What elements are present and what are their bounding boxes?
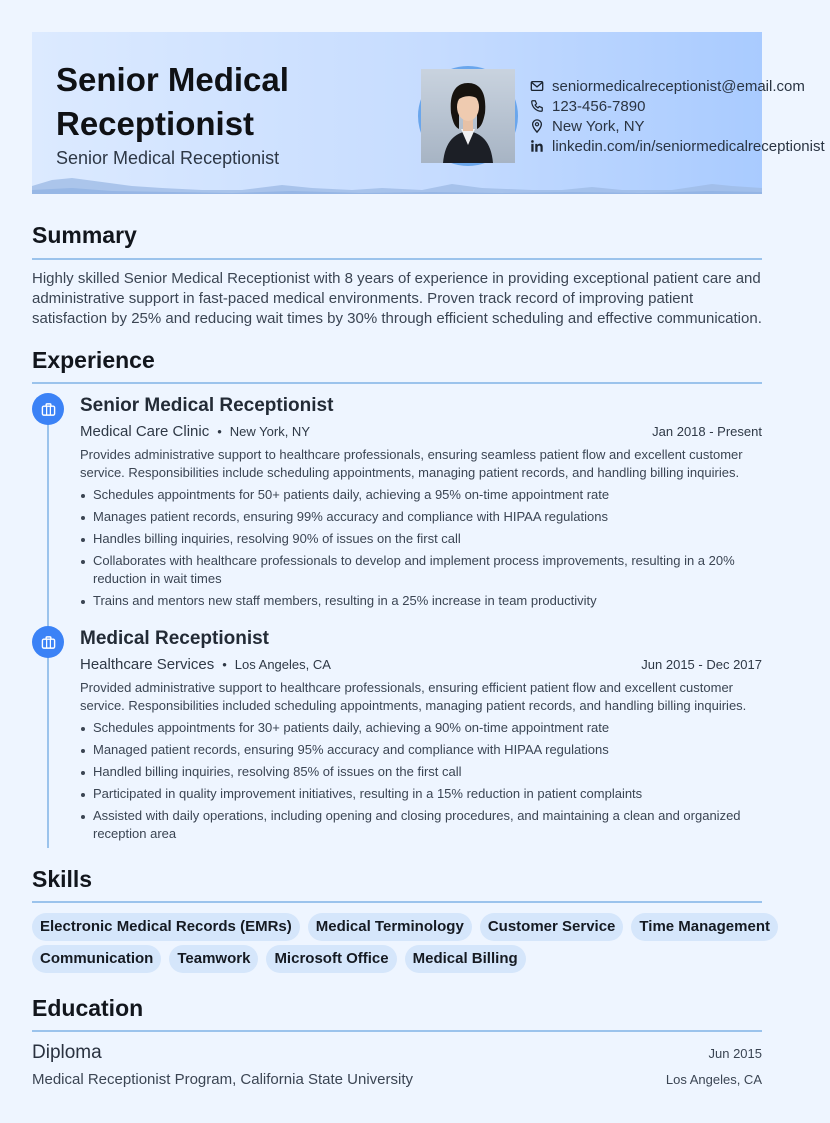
skill-chip: Electronic Medical Records (EMRs) <box>32 913 300 941</box>
skill-row <box>32 913 772 941</box>
education-date: Jun 2015 <box>708 1045 762 1061</box>
contact-linkedin[interactable] <box>530 136 830 156</box>
linkedin-icon <box>530 139 544 153</box>
skill-chip: Communication <box>32 945 161 973</box>
list-item: Participated in quality improvement initiatives, resulting in a 15% reduction in patient complaints <box>80 785 762 803</box>
list-item: Handled billing inquiries, resolving 85% of issues on the first call <box>80 763 762 781</box>
skill-chip: Customer Service <box>480 913 624 941</box>
candidate-subtitle: Senior Medical Receptionist <box>56 148 280 168</box>
job-title: Senior Medical Receptionist <box>80 395 334 416</box>
skill-chip: Microsoft Office <box>266 945 396 973</box>
list-item: Trains and mentors new staff members, resulting in a 25% increase in team productivity <box>80 592 762 610</box>
contact-email[interactable] <box>530 76 830 96</box>
contact-location-text: New York, NY <box>552 117 645 135</box>
list-item: Assisted with daily operations, including opening and closing procedures, and maintaining a clean and organized reception area <box>80 807 762 843</box>
contact-phone-text: 123-456-7890 <box>552 97 646 115</box>
job-description: Provided administrative support to healthcare professionals, ensuring efficient patient flow and excellent customer service. Responsibilities included scheduling appointments, managing patient records, and handling billing inquiries. <box>80 680 747 713</box>
mail-icon <box>530 79 544 93</box>
contact-phone[interactable] <box>530 96 830 116</box>
contact-location <box>530 116 830 136</box>
skills-list <box>32 913 772 977</box>
skill-chip: Time Management <box>631 913 778 941</box>
job-company: Medical Care Clinic <box>80 423 210 440</box>
skill-chip: Teamwork <box>169 945 258 973</box>
education-degree-row <box>32 1042 762 1064</box>
experience-divider <box>32 382 762 384</box>
list-item: Schedules appointments for 50+ patients daily, achieving a 95% on-time appointment rate <box>80 486 762 504</box>
job-meta <box>80 423 762 440</box>
job-marker <box>32 393 64 425</box>
phone-icon <box>530 99 544 113</box>
skill-chip: Medical Billing <box>405 945 526 973</box>
profile-photo <box>421 69 515 163</box>
job-location: New York, NY <box>229 424 310 439</box>
contact-list <box>530 76 830 156</box>
list-item: Manages patient records, ensuring 99% accuracy and compliance with HIPAA regulations <box>80 508 762 526</box>
decorative-waves <box>32 176 762 194</box>
skills-heading: Skills <box>32 866 93 892</box>
skill-row <box>32 945 772 973</box>
list-item: Schedules appointments for 30+ patients daily, achieving a 90% on-time appointment rate <box>80 719 762 737</box>
job-bullets <box>80 719 762 847</box>
education-heading: Education <box>32 995 144 1021</box>
skills-divider <box>32 901 762 903</box>
job-description: Provides administrative support to healthcare professionals, ensuring seamless patient flow and excellent customer service. Responsibilities include scheduling appointments, managing patient records, and handling billing inquiries. <box>80 447 743 480</box>
list-item: Handles billing inquiries, resolving 90% of issues on the first call <box>80 530 762 548</box>
briefcase-icon <box>41 635 56 650</box>
meta-separator: • <box>222 657 227 672</box>
job-location: Los Angeles, CA <box>234 657 331 672</box>
avatar <box>418 66 518 166</box>
job-dates: Jun 2015 - Dec 2017 <box>641 657 762 672</box>
education-degree: Diploma <box>32 1042 102 1063</box>
job-bullets <box>80 486 762 614</box>
summary-heading: Summary <box>32 222 137 248</box>
education-school: Medical Receptionist Program, California State University <box>32 1071 413 1088</box>
list-item: Collaborates with healthcare professionals to develop and implement process improvements, resulting in a 20% reduction in wait times <box>80 552 762 588</box>
summary-text: Highly skilled Senior Medical Receptionist with 8 years of experience in providing exceptional patient care and administrative support in fast-paced medical environments. Proven track record of improving patient satisfaction by 25% and reducing wait times by 30% through efficient scheduling and effective communication. <box>32 270 762 327</box>
meta-separator: • <box>217 424 222 439</box>
header-banner <box>32 32 825 194</box>
job-company: Healthcare Services <box>80 656 215 673</box>
education-location: Los Angeles, CA <box>665 1072 762 1087</box>
skill-chip: Medical Terminology <box>308 913 472 941</box>
contact-email-text: seniormedicalreceptionist@email.com <box>552 77 805 95</box>
contact-linkedin-text: linkedin.com/in/seniormedicalreceptionist <box>552 137 825 155</box>
location-pin-icon <box>530 119 544 133</box>
education-school-row <box>32 1071 762 1088</box>
candidate-name: Senior Medical Receptionist <box>56 61 289 142</box>
summary-divider <box>32 258 762 260</box>
list-item: Managed patient records, ensuring 95% accuracy and compliance with HIPAA regulations <box>80 741 762 759</box>
briefcase-icon <box>41 402 56 417</box>
job-marker <box>32 626 64 658</box>
job-dates: Jan 2018 - Present <box>652 424 762 439</box>
job-meta <box>80 656 762 673</box>
education-divider <box>32 1030 762 1032</box>
job-title: Medical Receptionist <box>80 628 269 649</box>
experience-heading: Experience <box>32 347 155 373</box>
